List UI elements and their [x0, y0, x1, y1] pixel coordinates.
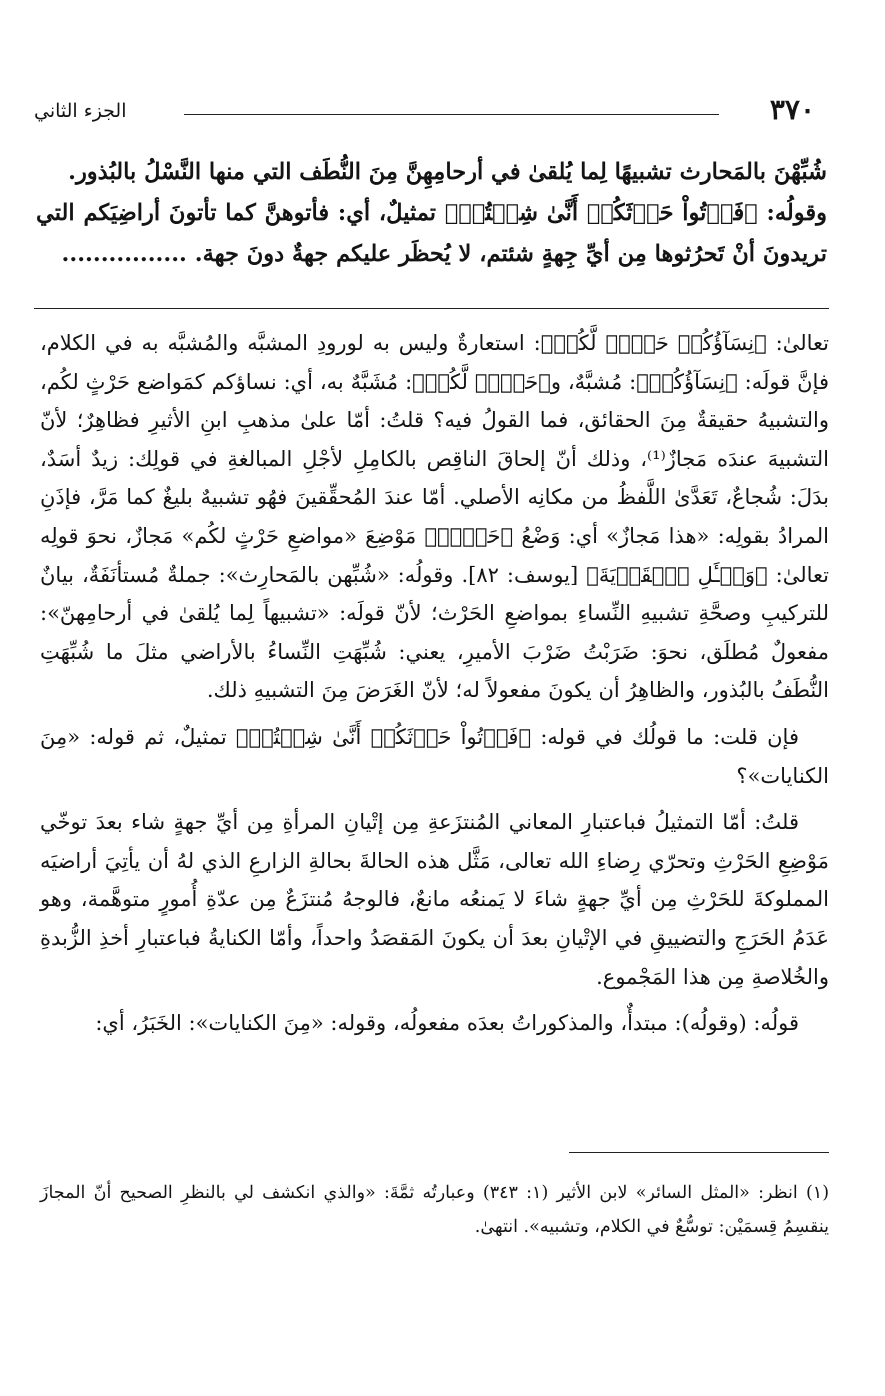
- gloss-paragraph: قلتُ: أمّا التمثيلُ فباعتبارِ المعاني المُنتزَعةِ مِن إتْيانِ المرأةِ مِن أيِّ جهةٍ شاء بعدَ توخّي مَوْضِعِ الحَرْثِ وتحرّي رِضاءِ الله تعالى، مَثَّل هذه الحالةَ بحالةِ الزارعِ الذي لهُ أن يأتِيَ أراضيَه المملوكةَ للحَرْثِ مِن أيِّ جهةٍ شاءَ لا يَمنعُه مانعٌ، فالوجهُ مُنتزَعٌ مِن عدّةِ أُمورٍ متوهَّمة، وهو عَدَمُ الحَرَجِ والتضييقِ في الإتْيانِ بعدَ أن يكونَ المَقصَدُ واحداً، وأمّا الكنايةُ فباعتبارِ أخذِ الزُّبدةِ والخُلاصةِ مِن هذا المَجْموع.: [40, 810, 829, 989]
- footnote-text: (١) انظر: «المثل السائر» لابن الأثير (١: ٣٤٣) وعبارتُه ثمَّةَ: «والذي انكشف لي بالنظرِ الصحيح أنّ المجازَ ينقسِمُ قِسمَيْن: توسُّعٌ في الكلام، وتشبيه». انتهىٰ.: [40, 1183, 830, 1237]
- gloss-text: [40, 324, 829, 1043]
- commentary-text: وقولُه: ﴿فَأۡتُواْ حَرۡثَكُمۡ أَنَّىٰ شِئۡتُمۡ﴾ تمثيلٌ، أي: فأتوهنَّ كما تأتونَ أراضِيَكم التي تريدونَ أنْ تَحرُثوها مِن أيِّ جِهةٍ شئتم، لا يُحظَر عليكم جهةٌ دونَ جهة.: [36, 200, 827, 267]
- page-number: ٣٧٠: [769, 93, 815, 126]
- main-commentary: [36, 152, 827, 275]
- commentary-paragraph: شُبِّهْنَ بالمَحارث تشبيهًا لِما يُلقىٰ في أرحامِهِنَّ مِنَ النُّطَف التي منها النَّسْلُ بالبُذور.: [68, 159, 827, 185]
- footnote-divider: [569, 1152, 829, 1153]
- gloss-paragraph: قولُه: (وقولُه): مبتدأٌ، والمذكوراتُ بعدَه مفعولُه، وقوله: «مِنَ الكنايات»: الخَبَرُ، أي:: [95, 1011, 799, 1036]
- commentary-dots: ................: [61, 241, 187, 267]
- commentary-paragraph: [36, 193, 827, 275]
- header-rule: [184, 114, 719, 115]
- running-header: [34, 92, 815, 132]
- section-divider: [34, 308, 829, 309]
- footnote: [40, 1176, 829, 1244]
- gloss-paragraph: تعالىٰ: ﴿نِسَآؤُكُمۡ حَرۡثٞ لَّكُمۡ﴾: استعارةٌ وليس به لورودِ المشبَّه والمُشبَّه به في الكلام، فإنَّ قولَه: ﴿نِسَآؤُكُمۡ﴾: مُشبَّهٌ، و﴿حَرۡثٞ لَّكُمۡ﴾: مُشَبَّهٌ به، أي: نساؤكم كمَواضع حَرْثٍ لكُم، والتشبيهُ حقيقةٌ مِنَ الحقائق، فما القولُ فيه؟ قلتُ: أمّا علىٰ مذهبِ ابنِ الأثيرِ فظاهِرٌ؛ لأنّ التشبيهَ عندَه مَجازٌ⁽¹⁾، وذلك أنّ إلحاقَ الناقِص بالكامِلِ لأجْلِ المبالغةِ في قولِك: زيدٌ أسَدٌ، بدَلَ: شُجاعٌ، تَعَدَّىٰ اللَّفظُ من مكانِه الأصلي. أمّا عندَ المُحقِّقينَ فهُو تشبيهٌ بليغٌ كما مَرَّ، فإذَنِ المرادُ بقولِه: «هذا مَجازٌ» أي: وَضْعُ ﴿حَرۡثٞ﴾ مَوْضِعَ «مواضعِ حَرْثٍ لكُم» مَجازٌ، نحوَ قولِه تعالىٰ: ﴿وَسۡـَٔلِ ٱلۡقَرۡيَةَ﴾ [يوسف: ٨٢]. وقولُه: «شُبِّهن بالمَحارِث»: جملةٌ مُستأنَفَةٌ، بيانٌ للتركيبِ وصحَّةِ تشبيهِ النِّساءِ بمواضعِ الحَرْث؛ لأنّ قولَه: «تشبيهاً لِما يُلقىٰ في أرحامِهنّ»: مفعولٌ مُطلَق، نحوَ: ضَرَبْتُ ضَرْبَ الأميرِ، يعني: شُبِّهَتِ النِّساءُ بالأراضي مثلَ ما شُبِّهَتِ النُّطَفُ بالبُذور، والظاهِرُ أن يكونَ مفعولاً له؛ لأنّ الغَرَضَ مِنَ التشبيهِ ذلك.: [40, 331, 829, 703]
- part-title: الجزء الثاني: [34, 100, 127, 122]
- gloss-paragraph: فإن قلت: ما قولُك في قوله: ﴿فَأۡتُواْ حَرۡثَكُمۡ أَنَّىٰ شِئۡتُمۡ﴾ تمثيلٌ، ثم قوله: «مِنَ الكنايات»؟: [40, 724, 829, 788]
